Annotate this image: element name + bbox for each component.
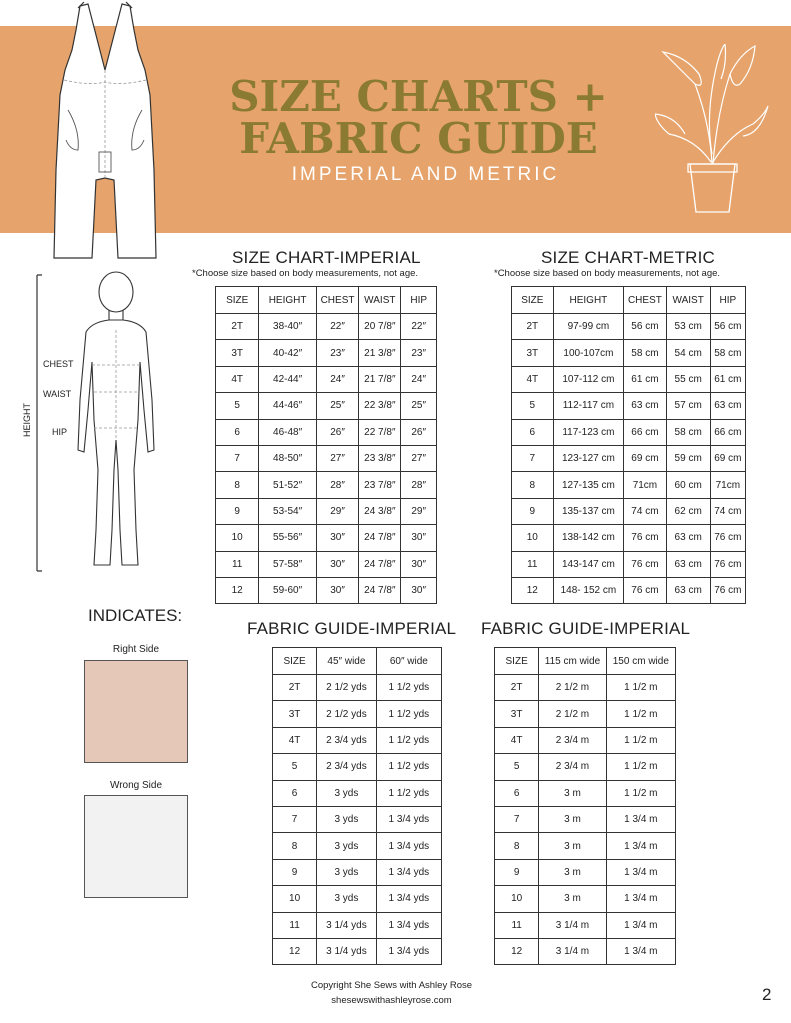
column-header: HIP xyxy=(710,287,745,314)
table-row xyxy=(495,912,676,938)
table-row xyxy=(273,780,442,806)
table-row xyxy=(216,445,437,471)
table-row xyxy=(512,393,746,419)
table-cell: 57 cm xyxy=(666,393,710,419)
table-row xyxy=(273,727,442,753)
table-cell: 26″ xyxy=(316,419,358,445)
table-cell: 71cm xyxy=(710,472,745,498)
table-cell: 12 xyxy=(216,577,259,603)
table-cell: 2 3/4 yds xyxy=(317,754,377,780)
table-cell: 40-42″ xyxy=(259,340,316,366)
table-cell: 3 1/4 yds xyxy=(317,938,377,964)
table-cell: 63 cm xyxy=(666,525,710,551)
table-cell: 1 3/4 yds xyxy=(376,886,441,912)
table-row xyxy=(216,393,437,419)
table-cell: 20 7/8″ xyxy=(359,314,401,340)
table-cell: 2 3/4 m xyxy=(539,727,606,753)
column-header: CHEST xyxy=(316,287,358,314)
table-cell: 24″ xyxy=(316,366,358,392)
size-chart-metric-title: SIZE CHART-METRIC xyxy=(541,248,716,267)
column-header: 150 cm wide xyxy=(606,648,675,675)
table-header-row xyxy=(495,648,676,675)
table-row xyxy=(512,577,746,603)
table-cell: 3 yds xyxy=(317,780,377,806)
table-cell: 123-127 cm xyxy=(553,445,624,471)
table-cell: 66 cm xyxy=(710,419,745,445)
table-cell: 24 7/8″ xyxy=(359,551,401,577)
table-cell: 1 3/4 m xyxy=(606,806,675,832)
table-cell: 1 1/2 yds xyxy=(376,780,441,806)
table-cell: 46-48″ xyxy=(259,419,316,445)
fabric-guide-imperial-table xyxy=(272,647,442,965)
table-cell: 66 cm xyxy=(624,419,666,445)
table-cell: 48-50″ xyxy=(259,445,316,471)
table-row xyxy=(495,780,676,806)
table-cell: 24″ xyxy=(401,366,437,392)
table-cell: 30″ xyxy=(401,551,437,577)
table-cell: 71cm xyxy=(624,472,666,498)
table-cell: 1 1/2 yds xyxy=(376,701,441,727)
table-cell: 1 3/4 m xyxy=(606,912,675,938)
table-cell: 59 cm xyxy=(666,445,710,471)
table-cell: 27″ xyxy=(401,445,437,471)
table-cell: 27″ xyxy=(316,445,358,471)
table-cell: 3T xyxy=(273,701,317,727)
table-row xyxy=(512,498,746,524)
table-cell: 3 yds xyxy=(317,833,377,859)
table-cell: 30″ xyxy=(401,577,437,603)
table-cell: 59-60″ xyxy=(259,577,316,603)
table-cell: 63 cm xyxy=(666,577,710,603)
table-cell: 2 1/2 m xyxy=(539,701,606,727)
table-cell: 6 xyxy=(216,419,259,445)
table-cell: 2 3/4 m xyxy=(539,754,606,780)
table-cell: 3T xyxy=(495,701,539,727)
table-cell: 3 m xyxy=(539,886,606,912)
table-cell: 2T xyxy=(216,314,259,340)
table-cell: 58 cm xyxy=(710,340,745,366)
table-row xyxy=(495,859,676,885)
table-cell: 69 cm xyxy=(624,445,666,471)
table-row xyxy=(273,859,442,885)
table-cell: 4T xyxy=(273,727,317,753)
table-cell: 1 3/4 m xyxy=(606,859,675,885)
right-side-label: Right Side xyxy=(112,644,160,655)
table-cell: 53 cm xyxy=(666,314,710,340)
table-row xyxy=(216,551,437,577)
table-cell: 28″ xyxy=(316,472,358,498)
table-cell: 4T xyxy=(512,366,554,392)
table-cell: 42-44″ xyxy=(259,366,316,392)
table-cell: 10 xyxy=(273,886,317,912)
chest-label: CHEST xyxy=(43,359,74,369)
table-cell: 3 1/4 m xyxy=(539,938,606,964)
table-cell: 2T xyxy=(273,675,317,701)
table-cell: 3 yds xyxy=(317,859,377,885)
table-cell: 63 cm xyxy=(666,551,710,577)
size-chart-imperial-table xyxy=(215,286,437,604)
table-row xyxy=(512,419,746,445)
fabric-guide-metric-title: FABRIC GUIDE-IMPERIAL xyxy=(481,619,691,638)
table-cell: 30″ xyxy=(316,525,358,551)
column-header: WAIST xyxy=(666,287,710,314)
table-cell: 3 m xyxy=(539,833,606,859)
table-row xyxy=(495,754,676,780)
table-cell: 1 1/2 m xyxy=(606,727,675,753)
table-cell: 8 xyxy=(495,833,539,859)
table-cell: 28″ xyxy=(401,472,437,498)
table-cell: 3 1/4 m xyxy=(539,912,606,938)
table-cell: 9 xyxy=(512,498,554,524)
table-row xyxy=(273,675,442,701)
table-cell: 3 yds xyxy=(317,806,377,832)
table-cell: 23″ xyxy=(401,340,437,366)
column-header: HIP xyxy=(401,287,437,314)
table-cell: 2 1/2 m xyxy=(539,675,606,701)
table-cell: 1 3/4 yds xyxy=(376,806,441,832)
column-header: SIZE xyxy=(273,648,317,675)
table-row xyxy=(512,340,746,366)
table-cell: 74 cm xyxy=(624,498,666,524)
table-row xyxy=(216,340,437,366)
table-cell: 7 xyxy=(512,445,554,471)
table-cell: 26″ xyxy=(401,419,437,445)
table-cell: 7 xyxy=(273,806,317,832)
table-row xyxy=(216,525,437,551)
table-cell: 22″ xyxy=(401,314,437,340)
table-cell: 76 cm xyxy=(710,525,745,551)
table-cell: 2 3/4 yds xyxy=(317,727,377,753)
table-cell: 9 xyxy=(495,859,539,885)
table-cell: 1 1/2 yds xyxy=(376,675,441,701)
table-header-row xyxy=(216,287,437,314)
table-cell: 10 xyxy=(216,525,259,551)
height-label: HEIGHT xyxy=(22,402,32,437)
table-cell: 1 3/4 yds xyxy=(376,859,441,885)
table-cell: 23 7/8″ xyxy=(359,472,401,498)
table-cell: 9 xyxy=(216,498,259,524)
table-row xyxy=(216,498,437,524)
table-cell: 2T xyxy=(512,314,554,340)
table-cell: 38-40″ xyxy=(259,314,316,340)
table-header-row xyxy=(273,648,442,675)
table-cell: 3 yds xyxy=(317,886,377,912)
table-row xyxy=(216,314,437,340)
table-cell: 5 xyxy=(216,393,259,419)
table-cell: 6 xyxy=(495,780,539,806)
table-cell: 51-52″ xyxy=(259,472,316,498)
table-row xyxy=(512,551,746,577)
table-cell: 21 3/8″ xyxy=(359,340,401,366)
waist-label: WAIST xyxy=(43,389,72,399)
table-row xyxy=(512,445,746,471)
table-cell: 117-123 cm xyxy=(553,419,624,445)
table-cell: 44-46″ xyxy=(259,393,316,419)
table-cell: 76 cm xyxy=(624,525,666,551)
table-cell: 10 xyxy=(512,525,554,551)
size-chart-imperial-title: SIZE CHART-IMPERIAL xyxy=(232,248,421,267)
table-cell: 24 3/8″ xyxy=(359,498,401,524)
table-cell: 29″ xyxy=(316,498,358,524)
table-cell: 76 cm xyxy=(710,577,745,603)
table-cell: 21 7/8″ xyxy=(359,366,401,392)
table-cell: 74 cm xyxy=(710,498,745,524)
table-cell: 61 cm xyxy=(710,366,745,392)
page-subtitle: IMPERIAL AND METRIC xyxy=(291,164,560,185)
table-cell: 11 xyxy=(273,912,317,938)
table-cell: 1 3/4 yds xyxy=(376,938,441,964)
table-cell: 29″ xyxy=(401,498,437,524)
column-header: HEIGHT xyxy=(259,287,316,314)
table-cell: 5 xyxy=(512,393,554,419)
table-cell: 76 cm xyxy=(624,577,666,603)
table-row xyxy=(495,833,676,859)
table-cell: 55 cm xyxy=(666,366,710,392)
table-row xyxy=(512,525,746,551)
size-chart-metric-note: *Choose size based on body measurements, not age. xyxy=(494,268,721,279)
table-cell: 3 1/4 yds xyxy=(317,912,377,938)
overalls-illustration xyxy=(50,0,160,262)
table-cell: 30″ xyxy=(401,525,437,551)
table-cell: 135-137 cm xyxy=(553,498,624,524)
table-cell: 2 1/2 yds xyxy=(317,675,377,701)
table-cell: 107-112 cm xyxy=(553,366,624,392)
table-cell: 138-142 cm xyxy=(553,525,624,551)
page-number: 2 xyxy=(762,985,772,1004)
table-cell: 30″ xyxy=(316,551,358,577)
table-cell: 1 1/2 m xyxy=(606,780,675,806)
table-cell: 112-117 cm xyxy=(553,393,624,419)
table-header-row xyxy=(512,287,746,314)
table-cell: 1 1/2 m xyxy=(606,701,675,727)
table-cell: 6 xyxy=(512,419,554,445)
table-cell: 4T xyxy=(216,366,259,392)
table-cell: 6 xyxy=(273,780,317,806)
table-cell: 8 xyxy=(273,833,317,859)
wrong-side-swatch xyxy=(84,795,188,898)
table-cell: 9 xyxy=(273,859,317,885)
table-cell: 11 xyxy=(216,551,259,577)
table-row xyxy=(216,366,437,392)
table-row xyxy=(273,886,442,912)
table-row xyxy=(495,938,676,964)
table-row xyxy=(495,806,676,832)
table-cell: 1 3/4 m xyxy=(606,833,675,859)
column-header: 45″ wide xyxy=(317,648,377,675)
column-header: WAIST xyxy=(359,287,401,314)
table-cell: 1 1/2 m xyxy=(606,675,675,701)
table-cell: 63 cm xyxy=(624,393,666,419)
table-cell: 3 m xyxy=(539,806,606,832)
fabric-guide-metric-table xyxy=(494,647,676,965)
table-cell: 54 cm xyxy=(666,340,710,366)
indicates-title: INDICATES: xyxy=(88,606,183,625)
table-cell: 1 3/4 m xyxy=(606,886,675,912)
table-cell: 11 xyxy=(512,551,554,577)
table-cell: 3T xyxy=(216,340,259,366)
table-cell: 3 m xyxy=(539,780,606,806)
table-cell: 25″ xyxy=(401,393,437,419)
column-header: 60″ wide xyxy=(376,648,441,675)
table-cell: 60 cm xyxy=(666,472,710,498)
table-cell: 25″ xyxy=(316,393,358,419)
table-row xyxy=(216,472,437,498)
column-header: SIZE xyxy=(495,648,539,675)
table-cell: 1 1/2 yds xyxy=(376,754,441,780)
table-cell: 56 cm xyxy=(710,314,745,340)
table-row xyxy=(512,472,746,498)
table-row xyxy=(216,577,437,603)
table-row xyxy=(512,314,746,340)
table-cell: 22″ xyxy=(316,314,358,340)
table-cell: 1 3/4 yds xyxy=(376,912,441,938)
table-cell: 127-135 cm xyxy=(553,472,624,498)
child-body-figure xyxy=(22,270,182,575)
table-cell: 22 7/8″ xyxy=(359,419,401,445)
table-cell: 97-99 cm xyxy=(553,314,624,340)
column-header: CHEST xyxy=(624,287,666,314)
table-cell: 3 m xyxy=(539,859,606,885)
table-cell: 76 cm xyxy=(710,551,745,577)
table-cell: 7 xyxy=(495,806,539,832)
table-cell: 1 3/4 m xyxy=(606,938,675,964)
table-cell: 22 3/8″ xyxy=(359,393,401,419)
table-cell: 56 cm xyxy=(624,314,666,340)
table-cell: 12 xyxy=(512,577,554,603)
table-cell: 58 cm xyxy=(666,419,710,445)
plant-illustration xyxy=(655,44,770,214)
table-row xyxy=(495,727,676,753)
wrong-side-label: Wrong Side xyxy=(109,780,163,791)
table-cell: 3T xyxy=(512,340,554,366)
table-cell: 8 xyxy=(512,472,554,498)
table-cell: 62 cm xyxy=(666,498,710,524)
table-row xyxy=(273,701,442,727)
table-cell: 2T xyxy=(495,675,539,701)
right-side-swatch xyxy=(84,660,188,763)
table-row xyxy=(273,806,442,832)
website-text: shesewswithashleyrose.com xyxy=(331,995,452,1006)
table-cell: 11 xyxy=(495,912,539,938)
table-cell: 143-147 cm xyxy=(553,551,624,577)
table-cell: 12 xyxy=(273,938,317,964)
table-cell: 100-107cm xyxy=(553,340,624,366)
table-cell: 57-58″ xyxy=(259,551,316,577)
table-cell: 1 3/4 yds xyxy=(376,833,441,859)
table-cell: 23 3/8″ xyxy=(359,445,401,471)
column-header: SIZE xyxy=(512,287,554,314)
column-header: HEIGHT xyxy=(553,287,624,314)
table-cell: 58 cm xyxy=(624,340,666,366)
size-chart-metric-table xyxy=(511,286,746,604)
size-chart-imperial-note: *Choose size based on body measurements, not age. xyxy=(192,268,419,279)
fabric-guide-imperial-title: FABRIC GUIDE-IMPERIAL xyxy=(247,619,457,638)
table-cell: 30″ xyxy=(316,577,358,603)
table-row xyxy=(495,886,676,912)
table-row xyxy=(216,419,437,445)
table-cell: 5 xyxy=(273,754,317,780)
table-row xyxy=(495,701,676,727)
table-cell: 24 7/8″ xyxy=(359,525,401,551)
table-cell: 63 cm xyxy=(710,393,745,419)
table-cell: 148- 152 cm xyxy=(553,577,624,603)
table-cell: 61 cm xyxy=(624,366,666,392)
table-cell: 53-54″ xyxy=(259,498,316,524)
table-cell: 23″ xyxy=(316,340,358,366)
column-header: SIZE xyxy=(216,287,259,314)
table-cell: 4T xyxy=(495,727,539,753)
table-row xyxy=(273,912,442,938)
table-cell: 2 1/2 yds xyxy=(317,701,377,727)
table-cell: 24 7/8″ xyxy=(359,577,401,603)
hip-label: HIP xyxy=(52,427,68,437)
table-row xyxy=(495,675,676,701)
copyright-text: Copyright She Sews with Ashley Rose xyxy=(310,980,473,991)
table-cell: 1 1/2 yds xyxy=(376,727,441,753)
table-row xyxy=(273,938,442,964)
table-cell: 8 xyxy=(216,472,259,498)
table-row xyxy=(273,833,442,859)
table-cell: 69 cm xyxy=(710,445,745,471)
table-row xyxy=(273,754,442,780)
page-title-line-2: FABRIC GUIDE xyxy=(239,114,598,163)
table-cell: 76 cm xyxy=(624,551,666,577)
table-cell: 55-56″ xyxy=(259,525,316,551)
table-cell: 5 xyxy=(495,754,539,780)
column-header: 115 cm wide xyxy=(539,648,606,675)
page-title-line-1: SIZE CHARTS + xyxy=(229,72,608,121)
table-cell: 7 xyxy=(216,445,259,471)
table-row xyxy=(512,366,746,392)
table-cell: 12 xyxy=(495,938,539,964)
table-cell: 1 1/2 m xyxy=(606,754,675,780)
table-cell: 10 xyxy=(495,886,539,912)
